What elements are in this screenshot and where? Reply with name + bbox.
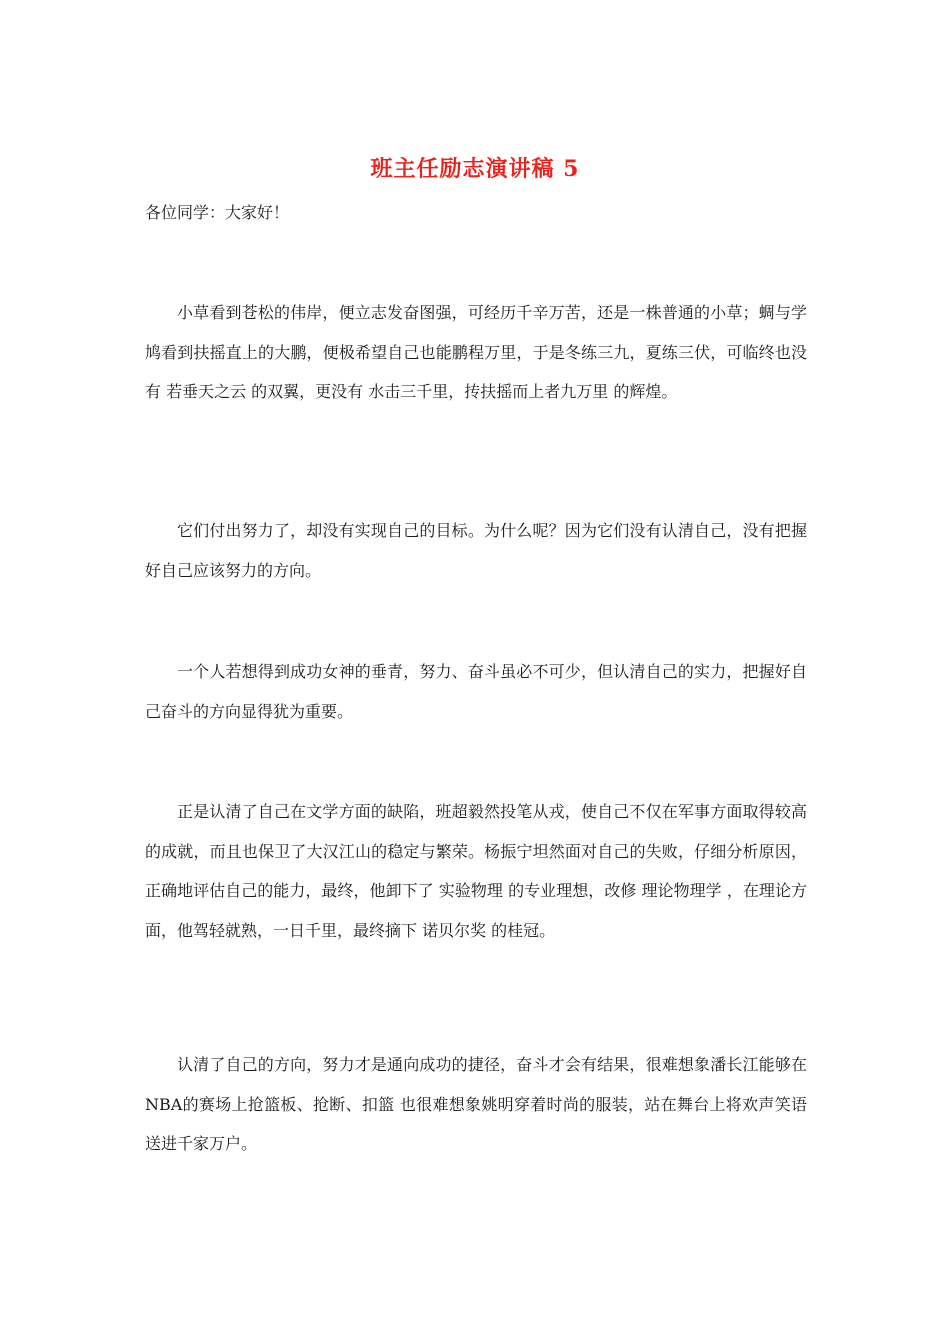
paragraph-4: 正是认清了自己在文学方面的缺陷，班超毅然投笔从戎，使自己不仅在军事方面取得较高的成就，而且也保卫了大汉江山的稳定与繁荣。杨振宁坦然面对自己的失败，仔细分析原因，正确地评估自己的能力，最终，他卸下了 实验物理 的专业理想，改修 理论物理学 ，在理论方面，他驾轻就熟，一日千里，最终摘下 诺贝尔奖 的桂冠。 [145,802,807,940]
greeting-line: 各位同学：大家好！ [145,203,290,222]
document-title: 班主任励志演讲稿 5 [370,156,580,182]
paragraph-5: 认清了自己的方向，努力才是通向成功的捷径，奋斗才会有结果，很难想象潘长江能够在NBA的赛场上抢篮板、抢断、扣篮 也很难想象姚明穿着时尚的服装，站在舞台上将欢声笑语送进千家万户。 [145,1055,807,1153]
paragraph-3: 一个人若想得到成功女神的垂青，努力、奋斗虽必不可少，但认清自己的实力，把握好自己奋斗的方向显得犹为重要。 [145,662,807,721]
paragraph-1: 小草看到苍松的伟岸，便立志发奋图强，可经历千辛万苦，还是一株普通的小草；蜩与学鸠看到扶摇直上的大鹏，便极希望自己也能鹏程万里，于是冬练三九，夏练三伏，可临终也没有 若垂天之云 的双翼，更没有 水击三千里，抟扶摇而上者九万里 的辉煌。 [145,303,807,401]
paragraph-2: 它们付出努力了，却没有实现自己的目标。为什么呢？因为它们没有认清自己，没有把握好自己应该努力的方向。 [145,521,807,580]
